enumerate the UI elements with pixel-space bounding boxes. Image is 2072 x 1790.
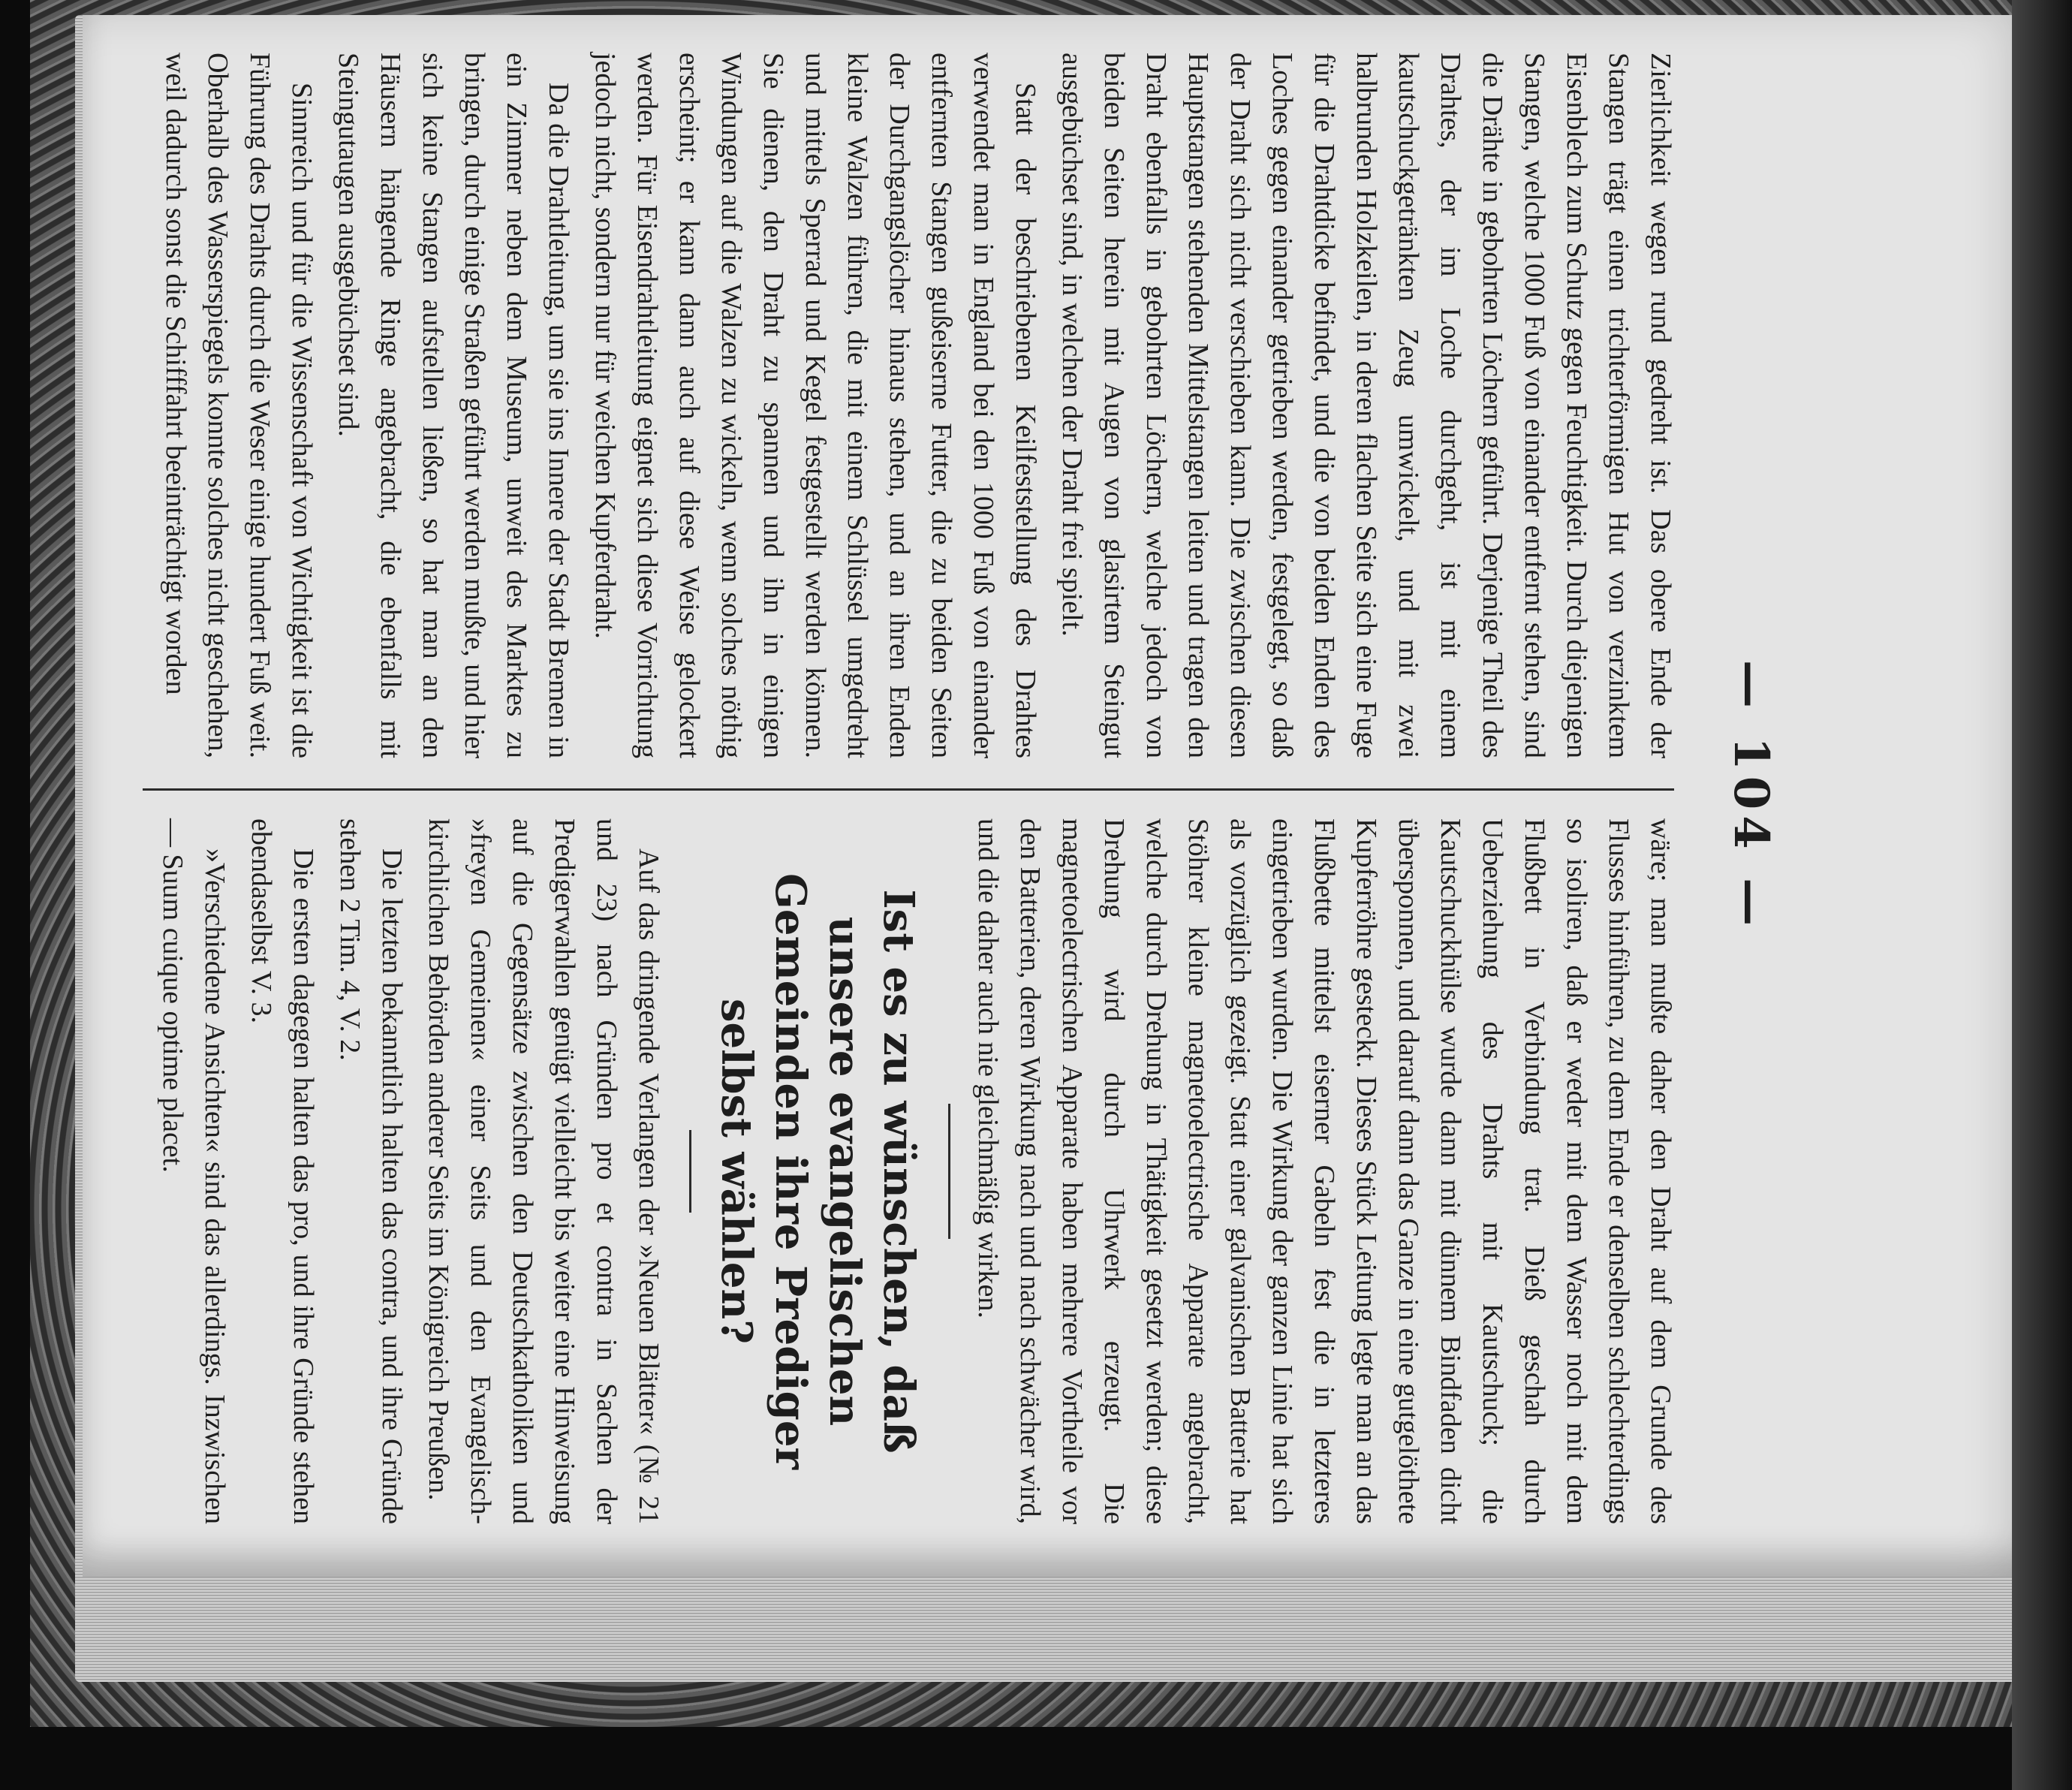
page-number: — 104 — bbox=[1723, 659, 1779, 933]
paragraph: Statt der beschriebenen Keilfeststellung des Drahtes verwendet man in England bei den 1000 Fuß von einander entfernten Stangen gußeiserne Futter, die zu beiden Seiten der Durchgangslöcher hinaus stehen, und an ihren Enden kleine Walzen führen, die mit einem Schlüssel umgedreht und mittels Sperrad und Kegel festgestellt werden können. Sie dienen, den Draht zu spannen und ihn in einigen Windungen auf die Walzen zu wickeln, wenn solches nöthig erscheint; er kann dann auch auf diese Weise gelockert werden. Für Eisendrahtleitung eignet sich diese Vorrichtung jedoch nicht, sondern nur für weichen Kupferdraht. bbox=[589, 53, 1041, 758]
left-column bbox=[150, 53, 1682, 758]
page-text bbox=[113, 45, 1794, 1547]
paragraph: »Verschiedene Ansichten« sind das allerdings. Inzwischen — Suum cuique optime placet. bbox=[157, 818, 230, 1524]
right-column bbox=[147, 818, 1682, 1524]
paragraph: wäre; man mußte daher den Draht auf dem Grunde des Flusses hinführen, zu dem Ende er denselben schlechterdings so isoliren, daß er weder mit dem Wasser noch mit dem Flußbett in Verbindung trat. Dieß geschah durch Ueberziehung des Drahts mit Kautschuck; die Kautschuckhülse wurde dann mit dünnem Bindfaden dicht übersponnen, und darauf dann das Ganze in eine gutgelöthete Kupferröhre gesteckt. Dieses Stück Leitung legte man an das Flußbette mittelst eiserner Gabeln fest die in letzteres eingetrieben wurden. Die Wirkung der ganzen Linie hat sich als vorzüglich gezeigt. Statt einer galvanischen Batterie hat Stöhrer kleine magnetoelectrische Apparate angebracht, welche durch Drehung in Thätigkeit gesetzt werden; diese Drehung wird durch Uhrwerk erzeugt. Die magnetoelectrischen Apparate haben mehrere Vortheile vor den Batterien, deren Wirkung nach und nach schwächer wird, und die daher auch nie gleichmäßig wirken. bbox=[972, 818, 1676, 1524]
paragraph: Die ersten dagegen halten das pro, und ihre Gründe stehen ebendaselbst V. 3. bbox=[245, 818, 319, 1524]
column-divider bbox=[143, 788, 1674, 791]
section-separator bbox=[948, 1104, 950, 1239]
paragraph: Die letzten bekanntlich halten das contra, und ihre Gründe stehen 2 Tim. 4, V. 2. bbox=[334, 818, 408, 1524]
paragraph: Auf das dringende Verlangen der »Neuen Blätter« (№ 21 und 23) nach Gründen pro et contra in Sachen der Predigerwahlen genügt vielleicht bis weiter eine Hinweisung auf die Gegensätze zwischen den Deutschkatholiken und »freyen Gemeinen« einer Seits und den Evangelisch-kirchlichen Behörden anderer Seits im Königreich Preußen. bbox=[423, 818, 664, 1524]
book-gutter bbox=[2012, 0, 2072, 1790]
paragraph: Sinnreich und für die Wissenschaft von Wichtigkeit ist die Führung des Drahts durch die Weser einige hundert Fuß weit. Oberhalb des Wasserspiegels konnte solches nicht geschehen, weil dadurch sonst die Schifffahrt beeinträchtigt worden bbox=[160, 53, 318, 758]
paragraph: Zierlichkeit wegen rund gedreht ist. Das obere Ende der Stangen trägt einen trichterförmigen Hut von verzinktem Eisenblech zum Schutz gegen Feuchtigkeit. Durch diejenigen Stangen, welche 1000 Fuß von einander entfernt stehen, sind die Drähte in gebohrten Löchern geführt. Derjenige Theil des Drahtes, der im Loche durchgeht, ist mit einem kautschuckgetränkten Zeug umwickelt, und mit zwei halbrunden Holzkeilen, in deren flachen Seite sich eine Fuge für die Drahtdicke befindet, und die von beiden Enden des Loches gegen einander getrieben werden, festgelegt, so daß der Draht sich nicht verschieben kann. Die zwischen diesen Hauptstangen stehenden Mittelstangen leiten und tragen den Draht ebenfalls in gebohrten Löchern, welche jedoch von beiden Seiten herein mit Augen von glasirtem Steingut ausgebüchset sind, in welchen der Draht frei spielt. bbox=[1056, 53, 1676, 758]
heading-rule bbox=[689, 1130, 691, 1213]
rotated-text-area bbox=[113, 45, 1794, 1577]
paragraph: Da die Drahtleitung, um sie ins Innere der Stadt Bremen in ein Zimmer neben dem Museum, unweit des Marktes zu bringen, durch einige Straßen geführt werden mußte, und hier sich keine Stangen aufstellen ließen, so hat man an den Häusern hängende Ringe angebracht, die ebenfalls mit Steingutaugen ausgebüchset sind. bbox=[333, 53, 574, 758]
article-heading: Ist es zu wünschen, daß unsere evangelischen Gemeinden ihre Prediger selbst wählen? bbox=[712, 873, 923, 1469]
